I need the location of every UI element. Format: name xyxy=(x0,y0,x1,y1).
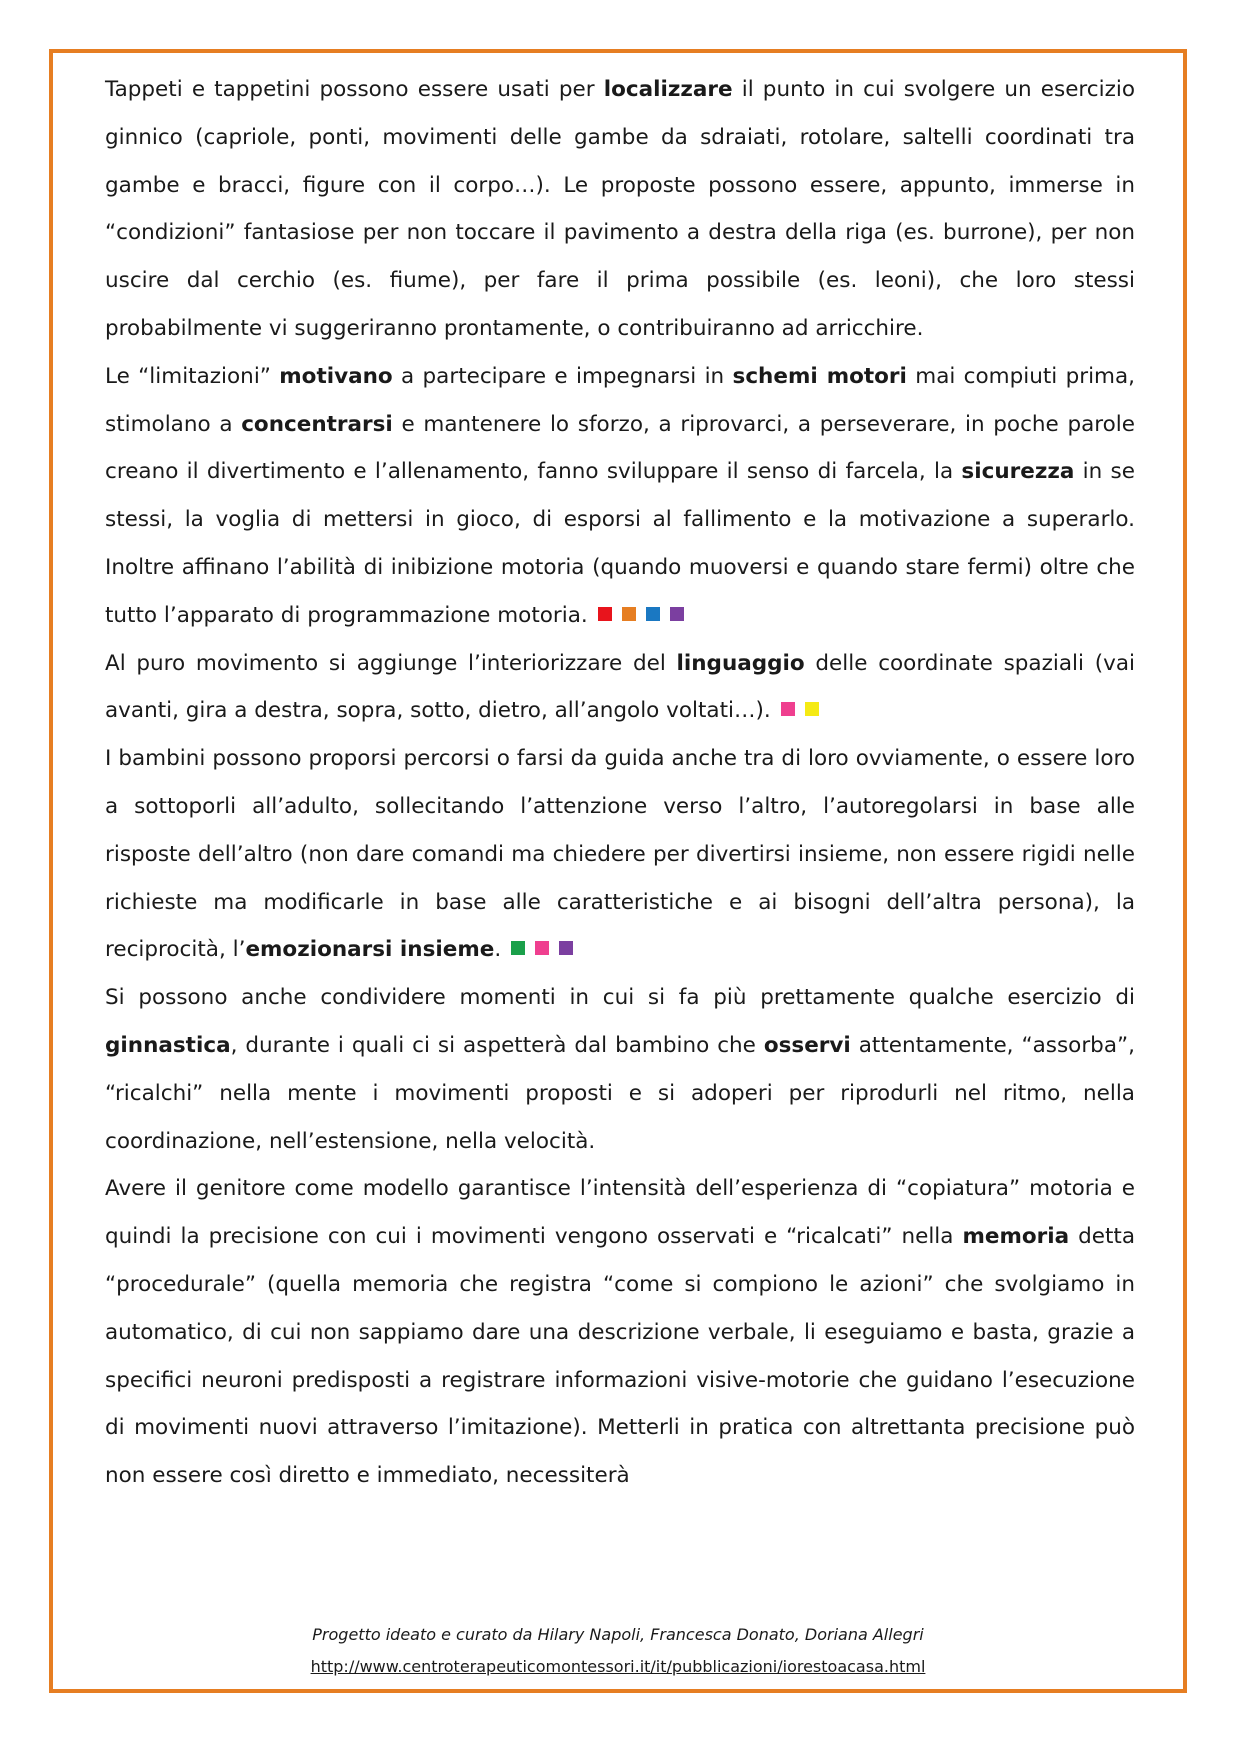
paragraph-text: in se stessi, la voglia di mettersi in gioco, di esporsi al fallimento e la motivazione a superarlo. Inoltre affinano l’abilità di inibizione motoria (quando muoversi e quando stare fermi) oltre che tutto l’apparato di programmazione motoria. xyxy=(105,459,1135,628)
paragraph-text: e mantenere lo sforzo, a riprovarci, a perseverare, in poche parole creano il divertimento e l’allenamento, fanno sviluppare il senso di farcela, la xyxy=(105,411,1135,485)
paragraph-text: delle coordinate spaziali (vai avanti, gira a destra, sopra, sotto, dietro, all’angolo voltati…). xyxy=(105,650,1135,724)
purple-square-icon xyxy=(559,941,573,955)
red-square-icon xyxy=(598,607,612,621)
paragraph-text: Tappeti e tappetini possono essere usati per xyxy=(105,77,604,102)
pink-square-icon xyxy=(535,941,549,955)
pink-square-icon xyxy=(781,702,795,716)
paragraph-text: Al puro movimento si aggiunge l’interiorizzare del xyxy=(105,650,677,676)
paragraph-text: a partecipare e impegnarsi in xyxy=(392,363,733,389)
paragraph xyxy=(105,974,1135,1165)
paragraph xyxy=(105,353,1135,640)
paragraph-text: . xyxy=(494,937,502,963)
bold-keyword: linguaggio xyxy=(676,650,805,676)
green-square-icon xyxy=(511,941,525,955)
bold-keyword: memoria xyxy=(962,1224,1070,1250)
orange-square-icon xyxy=(622,607,636,621)
paragraph xyxy=(105,66,1135,353)
bold-keyword: ginnastica xyxy=(105,1032,231,1058)
bold-keyword: concentrarsi xyxy=(241,411,393,437)
paragraph-text: Avere il genitore come modello garantisce l’intensità dell’esperienza di “copiatura” motoria e quindi la precisione con cui i movimenti vengono osservati e “ricalcati” nella xyxy=(105,1176,1135,1250)
paragraph-text: attentamente, “assorba”, “ricalchi” nella mente i movimenti proposti e si adoperi per riprodurli nel ritmo, nella coordinazione, nell’estensione, nella velocità. xyxy=(105,1032,1135,1154)
paragraph-text: , durante i quali ci si aspetterà dal bambino che xyxy=(230,1032,764,1058)
paragraph-text: il punto in cui svolgere un esercizio ginnico (capriole, ponti, movimenti delle gambe da sdraiati, rotolare, saltelli coordinati tra gambe e bracci, figure con il corpo…). Le proposte possono essere, appunto, immerse in “condizioni” fantasiose per non toccare il pavimento a destra della riga (es. burrone), per non uscire dal cerchio (es. fiume), per fare il prima possibile (es. leoni), che loro stessi probabilmente vi suggeriranno prontamente, o contribuiranno ad arricchire. xyxy=(105,77,1135,341)
purple-square-icon xyxy=(670,607,684,621)
yellow-square-icon xyxy=(805,702,819,716)
footer-url-link[interactable]: http://www.centroterapeuticomontessori.it/it/pubblicazioni/iorestoacasa.html xyxy=(310,1657,926,1676)
paragraph-text: mai compiuti prima, stimolano a xyxy=(105,363,1135,437)
paragraph xyxy=(105,735,1135,974)
paragraph-text: I bambini possono proporsi percorsi o farsi da guida anche tra di loro ovviamente, o essere loro a sottoporli all’adulto, sollecitando l’attenzione verso l’altro, l’autoregolarsi in base alle risposte dell’altro (non dare comandi ma chiedere per divertirsi insieme, non essere rigidi nelle richieste ma modificarle in base alle caratteristiche e ai bisogni dell’altra persona), la reciprocità, l’ xyxy=(105,746,1135,963)
paragraph-text: Si possono anche condividere momenti in cui si fa più prettamente qualche esercizio di xyxy=(105,985,1135,1011)
bold-keyword: schemi motori xyxy=(732,363,907,389)
blue-square-icon xyxy=(646,607,660,621)
paragraph-text: detta “procedurale” (quella memoria che registra “come si compiono le azioni” che svolgiamo in automatico, di cui non sappiamo dare una descrizione verbale, li eseguiamo e basta, grazie a specifici neuroni predisposti a registrare informazioni visive-motorie che guidano l’esecuzione di movimenti nuovi attraverso l’imitazione). Metterli in pratica con altrettanta precisione può non essere così diretto e immediato, necessiterà xyxy=(105,1224,1136,1489)
document-body xyxy=(105,66,1135,1500)
bold-keyword: localizzare xyxy=(603,77,733,102)
paragraph-text: Le “limitazioni” xyxy=(105,363,280,389)
bold-keyword: motivano xyxy=(279,363,393,389)
footer-credit: Progetto ideato e curato da Hilary Napoli, Francesca Donato, Doriana Allegri xyxy=(312,1625,924,1644)
paragraph xyxy=(105,640,1135,736)
bold-keyword: osservi xyxy=(763,1032,851,1058)
bold-keyword: emozionarsi insieme xyxy=(245,937,495,963)
bold-keyword: sicurezza xyxy=(961,459,1075,485)
paragraph xyxy=(105,1165,1135,1500)
